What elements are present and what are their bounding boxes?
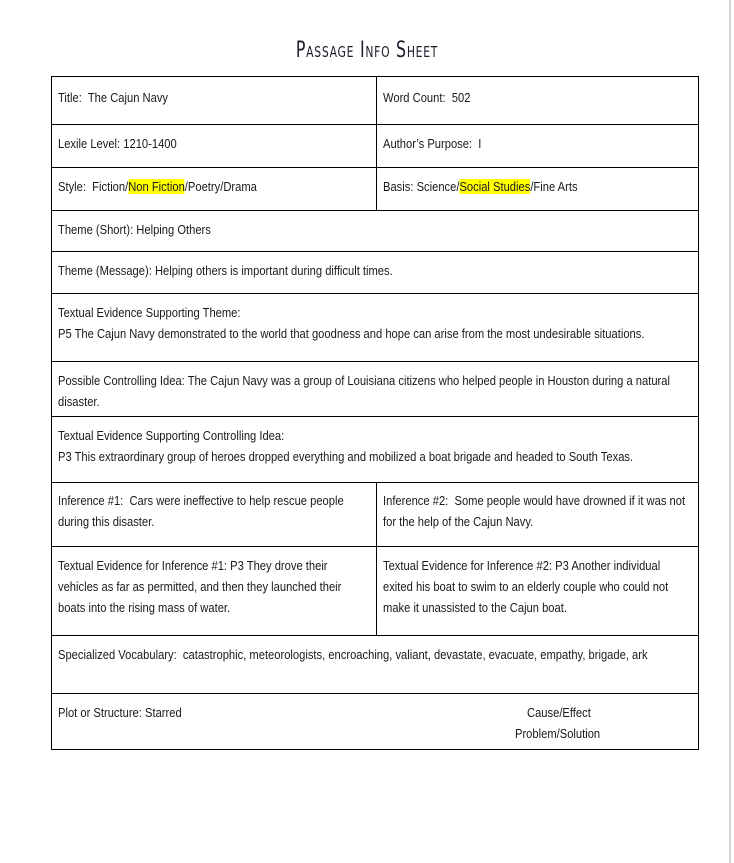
row-vocabulary [52, 636, 699, 694]
cell-inference-1 [52, 483, 377, 547]
evidence-theme-label: Textual Evidence Supporting Theme: [58, 305, 241, 320]
lexile-label: Lexile Level: [58, 136, 121, 151]
vocabulary-value: catastrophic, meteorologists, encroaching, valiant, devastate, evacuate, empathy, brigade, ark [182, 647, 648, 662]
basis-option-fine-arts: Fine Arts [533, 179, 578, 194]
cell-inference-2 [377, 483, 699, 547]
row-theme-short [52, 211, 699, 252]
theme-message-label: Theme (Message): [58, 263, 152, 278]
cell-controlling-idea [52, 362, 699, 417]
style-option-fiction: Fiction [92, 179, 126, 194]
theme-message-value: Helping others is important during difficult times. [154, 263, 393, 278]
style-option-nonfiction-highlighted: Non Fiction [128, 179, 185, 194]
controlling-idea-label: Possible Controlling Idea: [58, 373, 185, 388]
inference-2-value: Some people would have drowned if it was not for the help of the Cajun Navy. [383, 493, 686, 529]
cell-evidence-inference-2 [377, 547, 699, 636]
evidence-controlling-value: P3 This extraordinary group of heroes dropped everything and mobilized a boat brigade and headed to South Texas. [58, 449, 634, 464]
cell-evidence-controlling [52, 417, 699, 483]
evidence-controlling-label: Textual Evidence Supporting Controlling Idea: [58, 428, 285, 443]
lexile-value: 1210-1400 [123, 136, 177, 151]
inference-1-label: Inference #1: [58, 493, 124, 508]
row-lexile-purpose [52, 125, 699, 168]
row-inferences [52, 483, 699, 547]
cell-plot-structure [52, 694, 699, 750]
basis-option-social-studies-highlighted: Social Studies [459, 179, 531, 194]
cell-authors-purpose [377, 125, 699, 168]
vocabulary-label: Specialized Vocabulary: [58, 647, 177, 662]
plot-option-problem-solution: Problem/Solution [514, 726, 600, 741]
row-evidence-theme [52, 294, 699, 362]
title-value: The Cajun Navy [87, 90, 169, 105]
evidence-inference-2-label: Textual Evidence for Inference #2: [383, 558, 553, 573]
page-edge [729, 0, 731, 863]
inference-1-value: Cars were ineffective to help rescue people during this disaster. [58, 493, 344, 529]
style-option-drama: Drama [223, 179, 257, 194]
evidence-inference-1-value: P3 They drove their vehicles as far as permitted, and then they launched their boats into the rising mass of water. [58, 558, 342, 615]
cell-theme-message [52, 252, 699, 294]
row-evidence-controlling [52, 417, 699, 483]
row-title-wordcount [52, 77, 699, 125]
evidence-theme-value: P5 The Cajun Navy demonstrated to the world that goodness and hope can arise from the most undesirable situations. [58, 326, 645, 341]
cell-style: Style: Fiction/Non Fiction/Poetry/Drama [52, 168, 377, 211]
word-count-value: 502 [451, 90, 471, 105]
style-label: Style: [58, 179, 86, 194]
word-count-label: Word Count: [383, 90, 446, 105]
evidence-inference-2-value: P3 Another individual exited his boat to swim to an elderly couple who could not make it unassisted to the Cajun boat. [383, 558, 669, 615]
row-style-basis [52, 168, 699, 211]
cell-vocabulary [52, 636, 699, 694]
row-inference-evidence [52, 547, 699, 636]
controlling-idea-value: The Cajun Navy was a group of Louisiana citizens who helped people in Houston during a natural disaster. [58, 373, 670, 409]
cell-lexile [52, 125, 377, 168]
theme-short-value: Helping Others [136, 222, 211, 237]
passage-info-table [51, 76, 699, 750]
row-controlling-idea [52, 362, 699, 417]
title-label: Title: [58, 90, 82, 105]
basis-label: Basis: [383, 179, 414, 194]
cell-theme-short [52, 211, 699, 252]
row-plot-structure [52, 694, 699, 750]
evidence-inference-1-label: Textual Evidence for Inference #1: [58, 558, 228, 573]
plot-option-cause-effect: Cause/Effect [526, 705, 591, 720]
plot-label: Plot or Structure: [58, 705, 142, 720]
cell-basis: Basis: Science/Social Studies/Fine Arts [377, 168, 699, 211]
cell-evidence-inference-1 [52, 547, 377, 636]
plot-structure-options [514, 702, 614, 744]
authors-purpose-value: I [478, 136, 482, 151]
cell-evidence-theme [52, 294, 699, 362]
theme-short-label: Theme (Short): [58, 222, 134, 237]
row-theme-message [52, 252, 699, 294]
cell-word-count [377, 77, 699, 125]
inference-2-label: Inference #2: [383, 493, 449, 508]
page-title: Passage Info Sheet [295, 38, 439, 63]
style-option-poetry: Poetry [187, 179, 221, 194]
plot-value: Starred [145, 705, 182, 720]
cell-title [52, 77, 377, 125]
basis-option-science: Science [416, 179, 457, 194]
authors-purpose-label: Author’s Purpose: [383, 136, 473, 151]
